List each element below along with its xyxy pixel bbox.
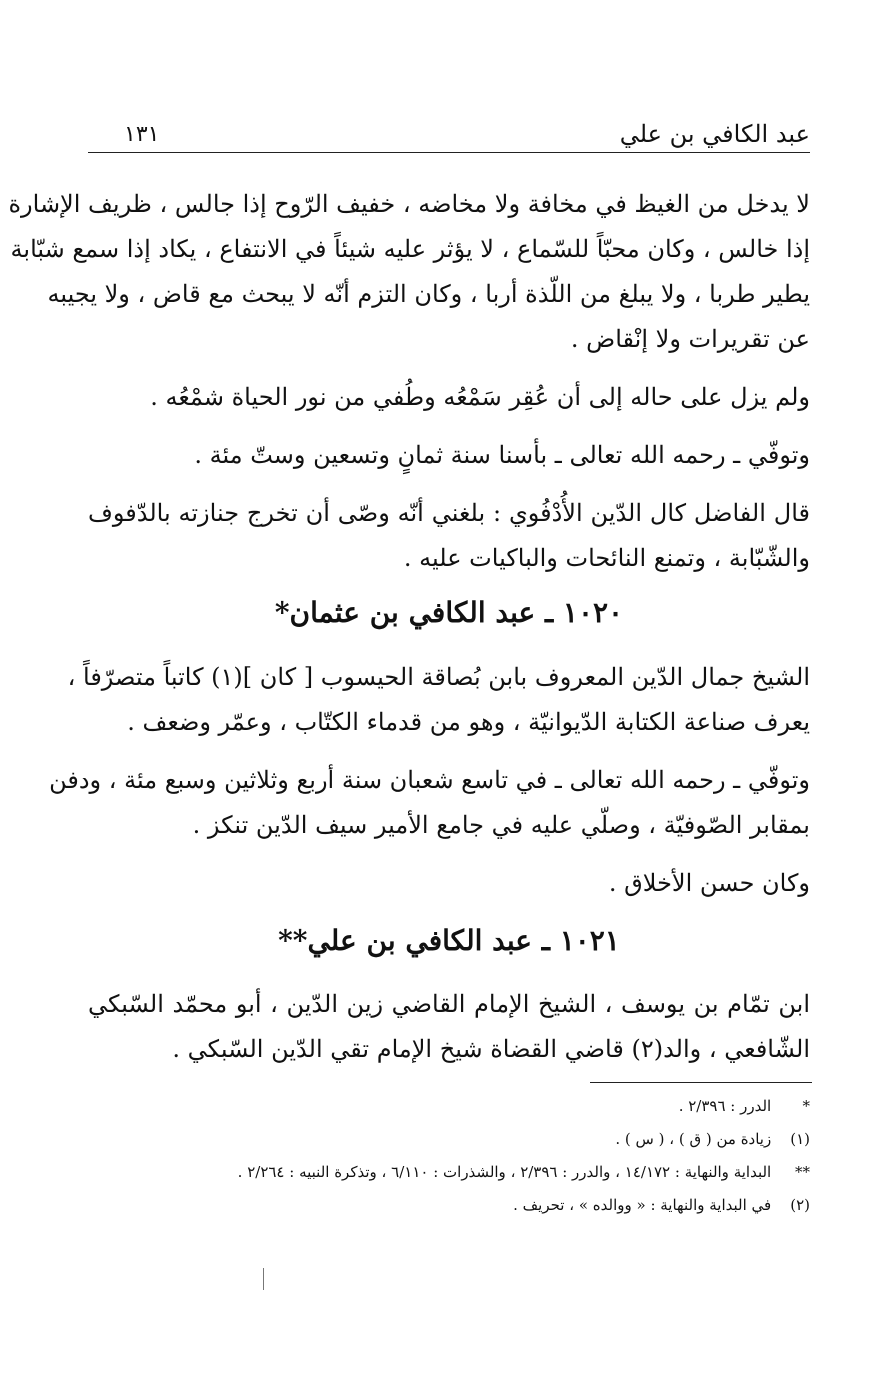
- entry-heading-1021: ١٠٢١ ـ عبد الكافي بن علي**: [278, 924, 620, 957]
- footnote-text: زيادة من ( ق ) ، ( س ) .: [615, 1130, 772, 1148]
- footnote-text: في البداية والنهاية : « ووالده » ، تحريف .: [513, 1196, 772, 1214]
- text-line: الشّافعي ، والد(٢) قاضي القضاة شيخ الإمام تقي الدّين السّبكي .: [172, 1035, 810, 1063]
- footnote: [513, 1193, 810, 1217]
- footnote-mark: (٢): [790, 1196, 810, 1214]
- footnote-text: الدرر : ٢/٣٩٦ .: [678, 1097, 772, 1115]
- footnote: [238, 1160, 810, 1184]
- text-line: قال الفاضل كال الدّين الأُدْفُوي : بلغني أنّه وصّى أن تخرج جنازته بالدّفوف: [88, 499, 810, 527]
- text-line: والشّبّابة ، وتمنع النائحات والباكيات عليه .: [403, 544, 810, 572]
- running-title: عبد الكافي بن علي: [619, 120, 810, 148]
- footnote: [679, 1094, 810, 1118]
- entry-heading-1020: ١٠٢٠ ـ عبد الكافي بن عثمان*: [274, 596, 624, 629]
- footnote-separator: [590, 1082, 812, 1083]
- text-line: يطير طربا ، ولا يبلغ من اللّذة أربا ، وكان التزم أنّه لا يبحث مع قاض ، ولا يجيبه: [47, 280, 810, 308]
- text-line: الشيخ جمال الدّين المعروف بابن بُصاقة الحيسوب [ كان ](١) كاتباً متصرّفاً ،: [67, 663, 810, 691]
- footnote-mark: *: [802, 1097, 810, 1115]
- page-number: ١٣١: [124, 122, 160, 147]
- footnote-mark: (١): [790, 1130, 810, 1148]
- text-line: وتوفّي ـ رحمه الله تعالى ـ بأسنا سنة ثمانٍ وتسعين وستّ مئة .: [194, 441, 810, 469]
- page-header: [88, 120, 810, 153]
- scan-mark: [263, 1268, 264, 1290]
- text-line: عن تقريرات ولا إنْقاض .: [570, 325, 810, 353]
- footnote-text: البداية والنهاية : ١٤/١٧٢ ، والدرر : ٢/٣٩٦ ، والشذرات : ٦/١١٠ ، وتذكرة النبيه : ٢/٢٦٤ .: [237, 1163, 772, 1181]
- text-line: وكان حسن الأخلاق .: [608, 869, 810, 897]
- text-line: ابن تمّام بن يوسف ، الشيخ الإمام القاضي زين الدّين ، أبو محمّد السّبكي: [88, 990, 810, 1018]
- text-line: لا يدخل من الغيظ في مخافة ولا مخاضه ، خفيف الرّوح إذا جالس ، ظريف الإشارة: [8, 190, 810, 218]
- text-line: يعرف صناعة الكتابة الدّيوانيّة ، وهو من قدماء الكتّاب ، وعمّر وضعف .: [127, 708, 810, 736]
- text-line: وتوفّي ـ رحمه الله تعالى ـ في تاسع شعبان سنة أربع وثلاثين وسبع مئة ، ودفن: [49, 766, 810, 794]
- footnote-mark: **: [795, 1163, 810, 1181]
- text-line: ولم يزل على حاله إلى أن عُقِر سَمْعُه وطُفي من نور الحياة شمْعُه .: [150, 383, 810, 411]
- text-line: إذا خالس ، وكان محبّاً للسّماع ، لا يؤثر عليه شيئاً في الانتفاع ، يكاد إذا سمع شبّابة: [10, 235, 810, 263]
- text-line: بمقابر الصّوفيّة ، وصلّي عليه في جامع الأمير سيف الدّين تنكز .: [192, 811, 810, 839]
- footnote: [615, 1127, 810, 1151]
